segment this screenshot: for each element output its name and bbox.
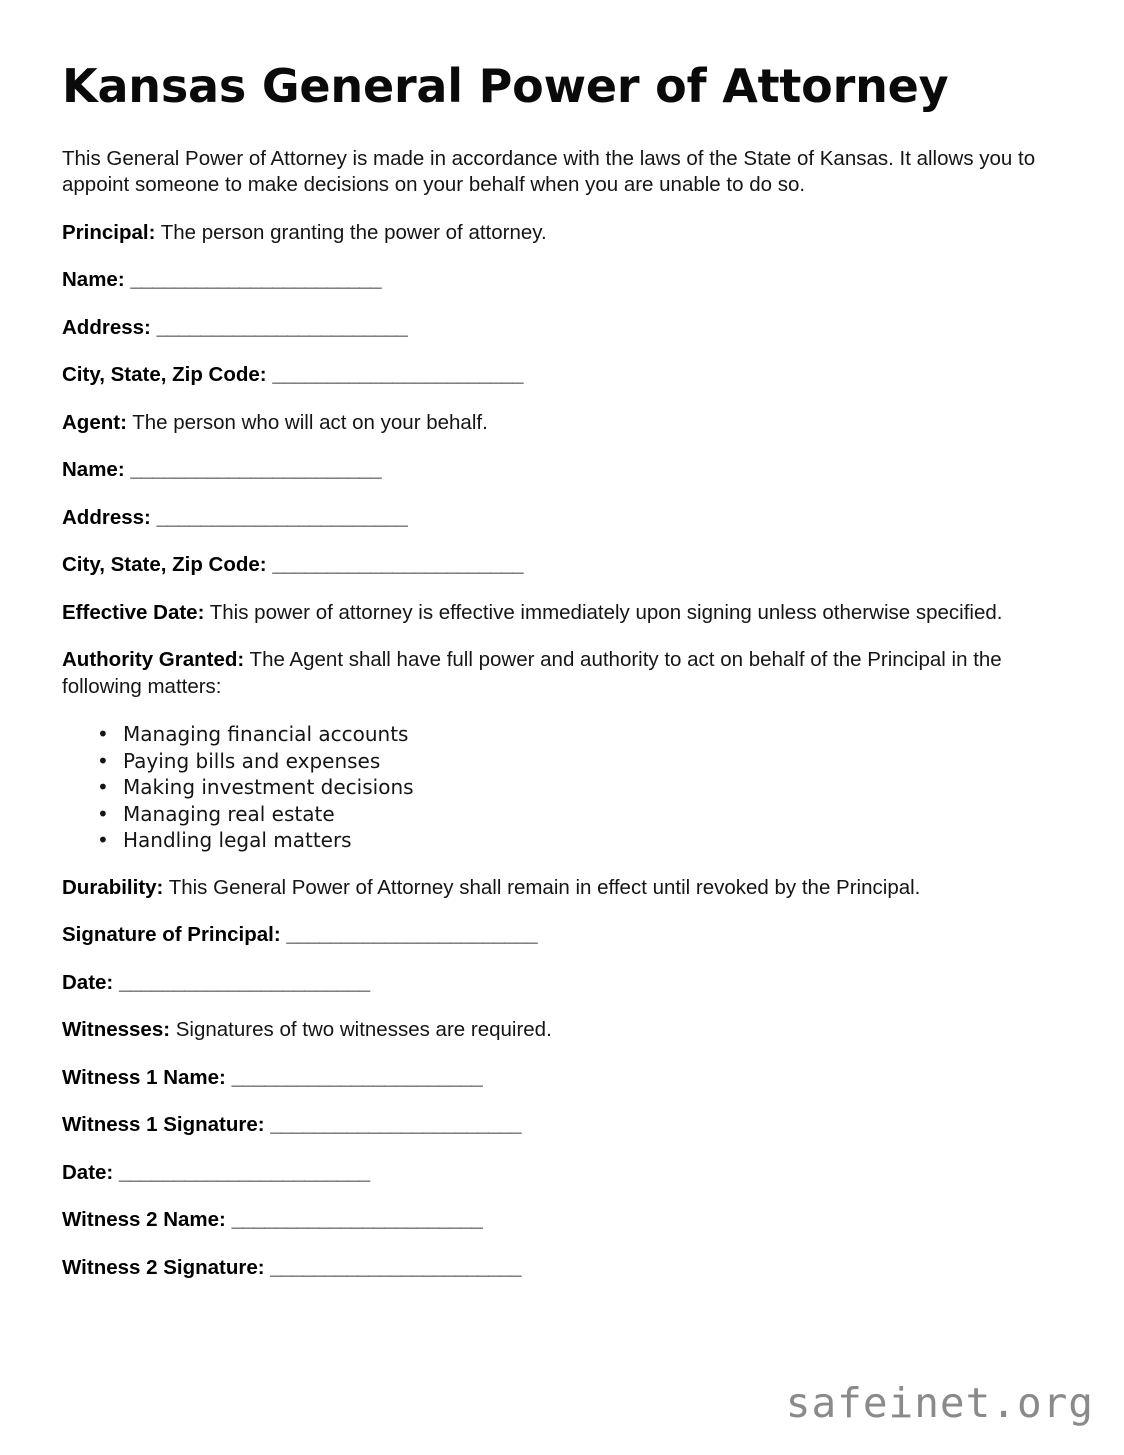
principal-address-label: Address: — [62, 315, 151, 339]
principal-heading — [62, 220, 1062, 247]
principal-city-state-zip-blank[interactable]: _______________________ — [272, 363, 524, 387]
witness-1-name-label: Witness 1 Name: — [62, 1065, 226, 1089]
witness-2-signature-blank[interactable]: _______________________ — [270, 1255, 522, 1279]
intro-paragraph: This General Power of Attorney is made in accordance with the laws of the State of Kansas. It allows you to appoint someone to make decisions on your behalf when you are unable to do so. — [62, 146, 1036, 197]
principal-city-state-zip-label: City, State, Zip Code: — [62, 363, 267, 387]
bullet-icon: • — [97, 722, 109, 747]
authority-granted-text: The Agent shall have full power and authority to act on behalf of the Principal in the following matters: — [62, 648, 1002, 698]
principal-name-field — [62, 267, 1062, 294]
signature-of-principal-blank[interactable]: _______________________ — [286, 923, 538, 947]
authority-list — [62, 721, 1062, 854]
agent-address-blank[interactable]: _______________________ — [156, 505, 408, 529]
agent-heading — [62, 410, 1062, 437]
bullet-icon: • — [97, 828, 109, 853]
signature-of-principal-field — [62, 922, 1062, 949]
list-item — [95, 827, 1062, 854]
list-item-label: Managing financial accounts — [123, 722, 409, 747]
bullet-icon: • — [97, 775, 109, 800]
witness-2-name-label: Witness 2 Name: — [62, 1208, 226, 1232]
list-item-label: Paying bills and expenses — [123, 748, 381, 773]
witness-1-signature-blank[interactable]: _______________________ — [270, 1113, 522, 1137]
durability-text: This General Power of Attorney shall remain in effect until revoked by the Principal. — [168, 875, 921, 899]
witness-2-name-field — [62, 1207, 1062, 1234]
signature-of-principal-label: Signature of Principal: — [62, 923, 281, 947]
witnesses-label: Witnesses: — [62, 1018, 171, 1042]
principal-address-blank[interactable]: _______________________ — [156, 315, 408, 339]
agent-label: Agent: — [62, 410, 127, 434]
principal-date-blank[interactable]: _______________________ — [118, 970, 370, 994]
list-item — [95, 748, 1062, 775]
witness-1-name-blank[interactable]: _______________________ — [231, 1065, 483, 1089]
witness-1-signature-field — [62, 1112, 1062, 1139]
authority-granted-label: Authority Granted: — [62, 648, 245, 672]
effective-date-text: This power of attorney is effective immediately upon signing unless otherwise specified. — [209, 600, 1003, 624]
principal-name-label: Name: — [62, 268, 125, 292]
agent-address-field — [62, 505, 1062, 532]
witness-2-name-blank[interactable]: _______________________ — [231, 1208, 483, 1232]
principal-city-state-zip-field — [62, 362, 1062, 389]
list-item-label: Managing real estate — [123, 801, 335, 826]
list-item — [95, 801, 1062, 828]
agent-city-state-zip-label: City, State, Zip Code: — [62, 553, 267, 577]
witness-1-date-blank[interactable]: _______________________ — [118, 1160, 370, 1184]
principal-label: Principal: — [62, 220, 156, 244]
agent-name-field — [62, 457, 1062, 484]
principal-description: The person granting the power of attorney. — [160, 220, 547, 244]
agent-name-label: Name: — [62, 458, 125, 482]
witness-1-date-label: Date: — [62, 1160, 114, 1184]
durability-paragraph — [62, 875, 1062, 902]
agent-city-state-zip-blank[interactable]: _______________________ — [272, 553, 524, 577]
witnesses-text: Signatures of two witnesses are required. — [175, 1018, 552, 1042]
list-item — [95, 721, 1062, 748]
effective-date-label: Effective Date: — [62, 600, 205, 624]
list-item — [95, 774, 1062, 801]
bullet-icon: • — [97, 801, 109, 826]
witness-1-date-field — [62, 1160, 1062, 1187]
principal-name-blank[interactable]: _______________________ — [130, 268, 382, 292]
site-watermark: safeinet.org — [785, 1379, 1094, 1427]
list-item-label: Making investment decisions — [123, 775, 414, 800]
witness-1-signature-label: Witness 1 Signature: — [62, 1113, 265, 1137]
agent-description: The person who will act on your behalf. — [132, 410, 488, 434]
principal-address-field — [62, 315, 1062, 342]
agent-city-state-zip-field — [62, 552, 1062, 579]
witness-2-signature-label: Witness 2 Signature: — [62, 1255, 265, 1279]
agent-name-blank[interactable]: _______________________ — [130, 458, 382, 482]
witnesses-paragraph — [62, 1017, 1062, 1044]
principal-date-label: Date: — [62, 970, 114, 994]
authority-granted-paragraph — [62, 647, 1062, 700]
witness-1-name-field — [62, 1065, 1062, 1092]
effective-date-paragraph — [62, 600, 1062, 627]
list-item-label: Handling legal matters — [123, 828, 352, 853]
agent-address-label: Address: — [62, 505, 151, 529]
principal-date-field — [62, 970, 1062, 997]
bullet-icon: • — [97, 748, 109, 773]
durability-label: Durability: — [62, 875, 164, 899]
page-title: Kansas General Power of Attorney — [62, 59, 949, 113]
witness-2-signature-field — [62, 1255, 1062, 1282]
